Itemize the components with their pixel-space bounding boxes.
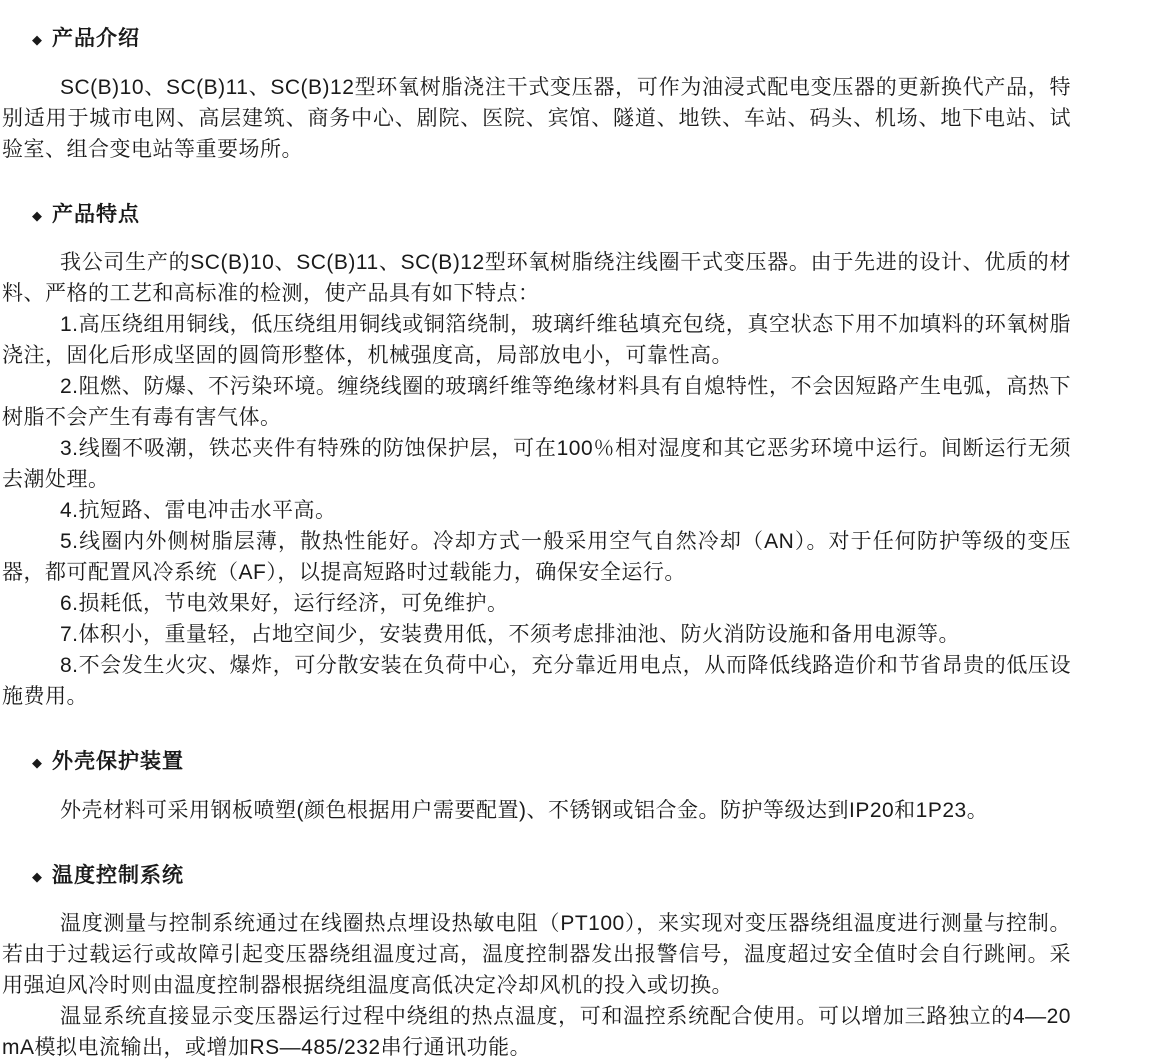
- paragraph: 我公司生产的SC(B)10、SC(B)11、SC(B)12型环氧树脂绕注线圈干式变压器。由于先进的设计、优质的材料、严格的工艺和高标准的检测，使产品具有如下特点：: [2, 251, 1071, 306]
- paragraph: 6.损耗低，节电效果好，运行经济，可免维护。: [60, 592, 509, 616]
- paragraph: 温度测量与控制系统通过在线圈热点埋设热敏电阻（PT100），来实现对变压器绕组温度进行测量与控制。若由于过载运行或故障引起变压器绕组温度过高，温度控制器发出报警信号，温度超过安全值时会自行跳闸。采用强迫风冷时则由温度控制器根据绕组温度高低决定冷却风机的投入或切换。: [2, 912, 1071, 998]
- paragraph: 2.阻燃、防爆、不污染环境。缠绕线圈的玻璃纤维等绝缘材料具有自熄特性，不会因短路产生电弧，高热下树脂不会产生有毒有害气体。: [2, 375, 1071, 430]
- paragraph: 1.高压绕组用铜线，低压绕组用铜线或铜箔绕制，玻璃纤维毡填充包绕，真空状态下用不加填料的环氧树脂浇注，固化后形成坚固的圆筒形整体，机械强度高，局部放电小，可靠性高。: [2, 313, 1071, 368]
- section-paragraphs: [2, 72, 1071, 165]
- section-title: 产品介绍: [52, 27, 140, 51]
- paragraph: 8.不会发生火灾、爆炸，可分散安装在负荷中心，充分靠近用电点，从而降低线路造价和节省昂贵的低压设施费用。: [2, 654, 1071, 709]
- paragraph: 3.线圈不吸潮，铁芯夹件有特殊的防蚀保护层，可在100％相对湿度和其它恶劣环境中运行。间断运行无须去潮处理。: [2, 437, 1071, 492]
- section-4: [2, 860, 1071, 1063]
- section-heading: [2, 23, 1071, 54]
- section-heading: [2, 199, 1071, 230]
- section-title: 温度控制系统: [52, 863, 184, 887]
- section-1: [2, 23, 1071, 164]
- paragraph: 4.抗短路、雷电冲击水平高。: [60, 499, 337, 523]
- section-title: 产品特点: [52, 202, 140, 226]
- diamond-bullet-icon: ◆: [32, 868, 43, 884]
- section-paragraphs: [2, 908, 1071, 1063]
- section-title: 外壳保护装置: [52, 750, 184, 774]
- section-2: [2, 199, 1071, 712]
- diamond-bullet-icon: ◆: [32, 32, 43, 48]
- section-paragraphs: [2, 247, 1071, 712]
- section-heading: [2, 860, 1071, 891]
- paragraph: 外壳材料可采用钢板喷塑(颜色根据用户需要配置)、不锈钢或铝合金。防护等级达到IP20和1P23。: [60, 798, 989, 822]
- section-heading: [2, 746, 1071, 777]
- paragraph: 7.体积小，重量轻，占地空间少，安装费用低，不须考虑排油池、防火消防设施和备用电源等。: [60, 623, 961, 647]
- paragraph: 5.线圈内外侧树脂层薄，散热性能好。冷却方式一般采用空气自然冷却（AN）。对于任何防护等级的变压器，都可配置风冷系统（AF），以提高短路时过载能力，确保安全运行。: [2, 530, 1071, 585]
- diamond-bullet-icon: ◆: [32, 755, 43, 771]
- diamond-bullet-icon: ◆: [32, 207, 43, 223]
- paragraph: SC(B)10、SC(B)11、SC(B)12型环氧树脂浇注干式变压器，可作为油浸式配电变压器的更新换代产品，特别适用于城市电网、高层建筑、商务中心、剧院、医院、宾馆、隧道、地铁、车站、码头、机场、地下电站、试验室、组合变电站等重要场所。: [2, 75, 1071, 161]
- paragraph: 温显系统直接显示变压器运行过程中绕组的热点温度，可和温控系统配合使用。可以增加三路独立的4—20mA模拟电流输出，或增加RS—485/232串行通讯功能。: [2, 1005, 1071, 1060]
- section-paragraphs: [2, 795, 1071, 826]
- section-3: [2, 746, 1071, 825]
